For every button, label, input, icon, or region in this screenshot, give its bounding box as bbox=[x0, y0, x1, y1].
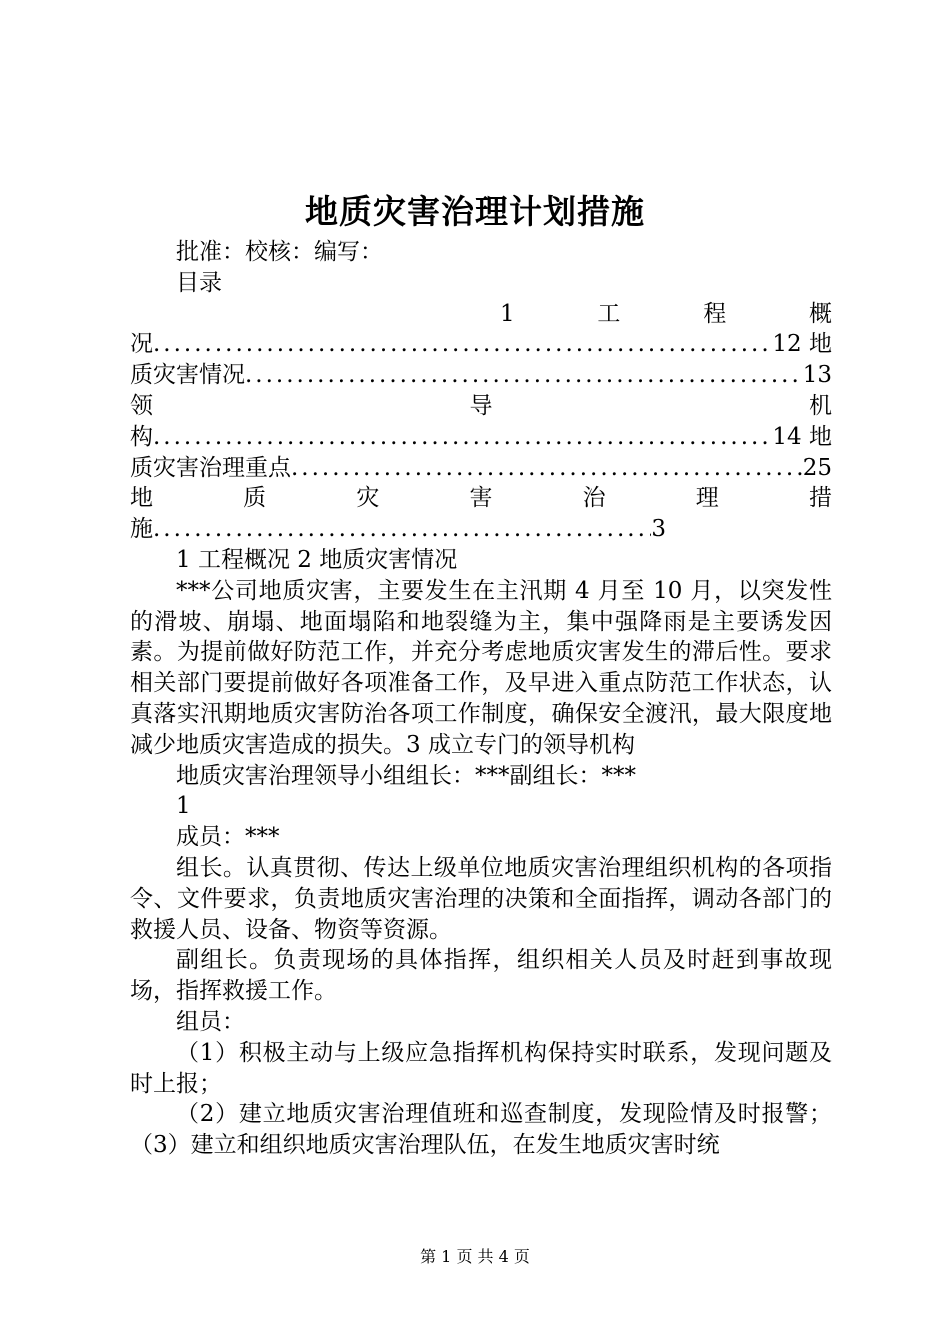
document-body bbox=[130, 237, 832, 1161]
paragraph-leader-duties: 组长。认真贯彻、传达上级单位地质灾害治理组织机构的各项指令、文件要求，负责地质灾害治理的决策和全面指挥，调动各部门的救援人员、设备、物资等资源。 bbox=[130, 854, 832, 943]
toc-entry-end: 12 地 bbox=[772, 331, 832, 358]
toc-entry-end: 25 bbox=[802, 454, 832, 481]
toc-line-7 bbox=[130, 483, 832, 514]
members-heading: 组员： bbox=[176, 1008, 245, 1035]
stray-number: 1 bbox=[176, 793, 191, 820]
list-item-2-3: （2）建立地质灾害治理值班和巡查制度，发现险情及时报警；（3）建立和组织地质灾害治理队伍，在发生地质灾害时统 bbox=[130, 1101, 832, 1159]
toc-line-8 bbox=[130, 514, 666, 545]
section-headings: 1 工程概况 2 地质灾害情况 bbox=[176, 546, 458, 573]
toc-char: 程 bbox=[703, 300, 727, 327]
toc-char: 质 bbox=[243, 485, 267, 512]
toc-entry-end: 14 地 bbox=[772, 423, 832, 450]
toc-char: 害 bbox=[469, 485, 493, 512]
toc-entry-start: 质灾害治理重点 bbox=[130, 454, 291, 481]
toc-dot-leader bbox=[245, 360, 803, 391]
toc-dot-leader bbox=[153, 329, 772, 360]
toc-line-6 bbox=[130, 453, 832, 484]
toc-dot-leader bbox=[291, 453, 803, 484]
toc-char: 概 bbox=[808, 300, 832, 327]
toc-char: 机 bbox=[809, 392, 832, 419]
toc-entry-end: 13 bbox=[802, 362, 832, 389]
toc-entry-start: 施 bbox=[130, 516, 153, 543]
toc-entry-start: 质灾害情况 bbox=[130, 362, 245, 389]
page-footer: 第 1 页 共 4 页 bbox=[420, 1247, 530, 1266]
toc-dot-leader bbox=[153, 514, 651, 545]
toc-char: 灾 bbox=[356, 485, 380, 512]
toc-line-1 bbox=[130, 299, 832, 330]
toc-heading: 目录 bbox=[176, 269, 222, 296]
toc-entry-start: 构 bbox=[130, 423, 153, 450]
toc-char: 工 bbox=[597, 300, 621, 327]
toc-line-4 bbox=[130, 391, 832, 422]
toc-char: 1 bbox=[500, 300, 515, 327]
toc-char: 领 bbox=[130, 392, 153, 419]
toc-line-5 bbox=[130, 422, 832, 453]
toc-char: 导 bbox=[469, 392, 493, 419]
toc-char: 措 bbox=[808, 485, 832, 512]
toc-char: 地 bbox=[130, 485, 153, 512]
toc-line-2 bbox=[130, 329, 832, 360]
toc-entry-end: 3 bbox=[651, 516, 666, 543]
toc-dot-leader bbox=[153, 422, 772, 453]
approval-line: 批准：校核：编写： bbox=[176, 239, 383, 265]
toc-line-3 bbox=[130, 360, 832, 391]
document-title: 地质灾害治理计划措施 bbox=[305, 192, 645, 231]
toc-char: 治 bbox=[582, 485, 606, 512]
list-item-1: （1）积极主动与上级应急指挥机构保持实时联系，发现问题及时上报； bbox=[130, 1039, 832, 1097]
table-of-contents bbox=[130, 299, 832, 545]
paragraph-disaster-situation: ***公司地质灾害，主要发生在主汛期 4 月至 10 月，以突发性的滑坡、崩塌、地面塌陷和地裂缝为主，集中强降雨是主要诱发因素。为提前做好防范工作，并充分考虑地质灾害发生的滞后性。要求相关部门要提前做好各项准备工作，及早进入重点防范工作状态，认真落实汛期地质灾害防治各项工作制度，确保安全渡汛，最大限度地减少地质灾害造成的损失。3 成立专门的领导机构 bbox=[130, 577, 832, 758]
leadership-group: 地质灾害治理领导小组组长：***副组长：*** bbox=[176, 762, 636, 789]
members-line: 成员：*** bbox=[176, 824, 280, 851]
toc-entry-start: 况 bbox=[130, 331, 153, 358]
toc-char: 理 bbox=[695, 485, 719, 512]
paragraph-deputy-duties: 副组长。负责现场的具体指挥，组织相关人员及时赶到事故现场，指挥救援工作。 bbox=[130, 947, 832, 1005]
